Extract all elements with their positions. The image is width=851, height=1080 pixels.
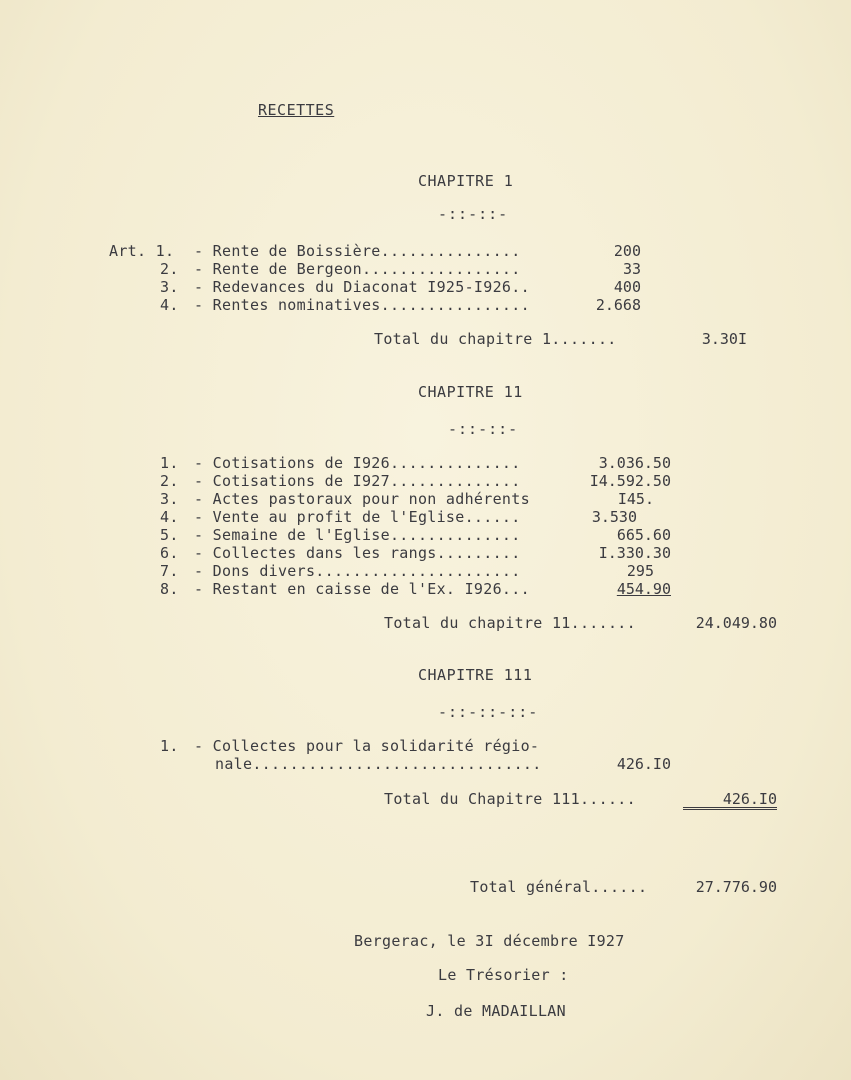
chapter-3-heading: CHAPITRE 111 [418, 666, 533, 684]
chapter-1-heading: CHAPITRE 1 [418, 172, 514, 190]
chapter-2-item-1-label: - Cotisations de I926.............. [194, 454, 521, 472]
signer-title: Le Trésorier : [438, 966, 569, 984]
chapter-2-item-4-amount: 3.530 [591, 508, 637, 526]
chapter-1-item-2-prefix: 2. [160, 260, 179, 278]
chapter-1-item-4-amount: 2.668 [595, 296, 641, 314]
chapter-2-item-8-prefix: 8. [160, 580, 179, 598]
chapter-1-item-4-label: - Rentes nominatives................ [194, 296, 530, 314]
chapter-2-separator: -::-::- [448, 420, 519, 438]
chapter-2-item-5-prefix: 5. [160, 526, 179, 544]
chapter-1-item-3-amount: 400 [613, 278, 641, 296]
chapter-2-item-7-label: - Dons divers...................... [194, 562, 521, 580]
chapter-2-item-6-amount: I.330.30 [598, 544, 671, 562]
chapter-2-item-7-amount: 295 [626, 562, 654, 580]
chapter-2-item-3-label: - Actes pastoraux pour non adhérents [194, 490, 530, 508]
chapter-2-item-8-amount: 454.90 [616, 580, 671, 598]
chapter-1-item-2-amount: 33 [622, 260, 641, 278]
chapter-1-item-2-label: - Rente de Bergeon................. [194, 260, 521, 278]
page-title: RECETTES [258, 101, 335, 119]
chapter-1-total-value: 3.30I [701, 330, 747, 348]
chapter-1-item-4-prefix: 4. [160, 296, 179, 314]
chapter-2-item-8-label: - Restant en caisse de l'Ex. I926... [194, 580, 530, 598]
chapter-2-item-2-amount: I4.592.50 [589, 472, 671, 490]
chapter-2-item-3-amount: I45. [617, 490, 654, 508]
chapter-2-heading: CHAPITRE 11 [418, 383, 523, 401]
chapter-2-item-2-prefix: 2. [160, 472, 179, 490]
chapter-2-item-1-prefix: 1. [160, 454, 179, 472]
chapter-2-item-4-prefix: 4. [160, 508, 179, 526]
chapter-2-item-4-label: - Vente au profit de l'Eglise...... [194, 508, 521, 526]
chapter-1-item-3-prefix: 3. [160, 278, 179, 296]
chapter-2-item-1-amount: 3.036.50 [598, 454, 671, 472]
chapter-3-item-1-label: - Collectes pour la solidarité régio- [194, 737, 540, 755]
chapter-2-item-2-label: - Cotisations de I927.............. [194, 472, 521, 490]
chapter-1-item-1-amount: 200 [613, 242, 641, 260]
place-date: Bergerac, le 3I décembre I927 [354, 932, 625, 950]
chapter-3-separator: -::-::-::- [438, 703, 539, 721]
chapter-3-item-1-label-cont: nale............................... [215, 755, 542, 773]
signer-name: J. de MADAILLAN [426, 1002, 566, 1020]
chapter-3-total-label: Total du Chapitre 111...... [384, 790, 636, 808]
chapter-2-item-3-prefix: 3. [160, 490, 179, 508]
chapter-2-item-7-prefix: 7. [160, 562, 179, 580]
chapter-3-total-value: 426.I0 [683, 791, 777, 810]
chapter-2-total-value: 24.049.80 [695, 614, 777, 632]
chapter-3-item-1-amount: 426.I0 [616, 755, 671, 773]
chapter-1-total-label: Total du chapitre 1....... [374, 330, 617, 348]
chapter-2-total-label: Total du chapitre 11....... [384, 614, 636, 632]
chapter-1-item-1-label: - Rente de Boissière............... [194, 242, 521, 260]
grand-total-value: 27.776.90 [695, 878, 777, 896]
chapter-2-item-5-amount: 665.60 [616, 526, 671, 544]
chapter-1-item-1-prefix: Art. 1. [109, 242, 175, 260]
grand-total-label: Total général...... [470, 878, 648, 896]
chapter-1-item-3-label: - Redevances du Diaconat I925-I926.. [194, 278, 530, 296]
chapter-2-item-6-prefix: 6. [160, 544, 179, 562]
chapter-1-separator: -::-::- [438, 205, 509, 223]
chapter-2-item-6-label: - Collectes dans les rangs......... [194, 544, 521, 562]
chapter-2-item-5-label: - Semaine de l'Eglise.............. [194, 526, 521, 544]
chapter-3-item-1-prefix: 1. [160, 737, 179, 755]
